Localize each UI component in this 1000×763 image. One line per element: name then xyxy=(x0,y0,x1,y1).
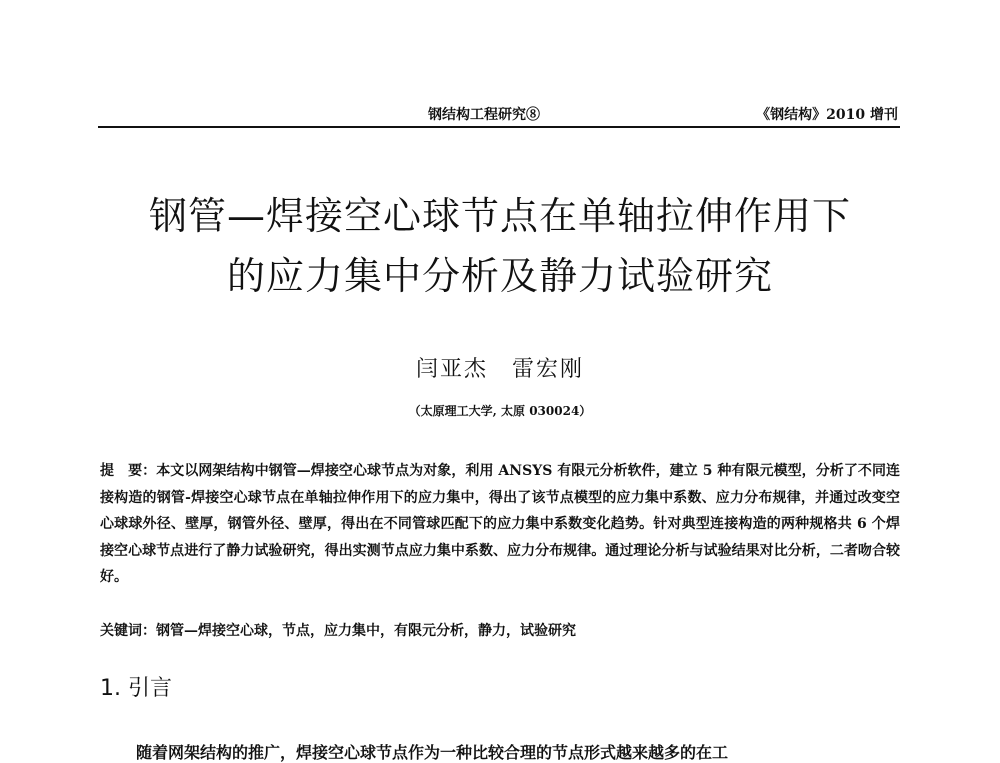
header-rule xyxy=(98,126,900,128)
abstract-text: 本文以网架结构中钢管—焊接空心球节点为对象，利用 ANSYS 有限元分析软件，建立 5 种有限元模型，分析了不同连接构造的钢管-焊接空心球节点在单轴拉伸作用下的应力集中，得出了该节点模型的应力集中系数、应力分布规律，并通过改变空心球球外径、壁厚，钢管外径、壁厚，得出在不同管球匹配下的应力集中系数变化趋势。针对典型连接构造的两种规格共 6 个焊接空心球节点进行了静力试验研究，得出实测节点应力集中系数、应力分布规律。通过理论分析与试验结果对比分析，二者吻合较好。 xyxy=(100,463,901,585)
abstract xyxy=(100,458,900,591)
running-header xyxy=(98,100,898,124)
authors: 闫亚杰 雷宏刚 xyxy=(415,357,584,382)
paper-title-line-1: 钢管—焊接空心球节点在单轴拉伸作用下 xyxy=(148,194,851,238)
affiliation: （太原理工大学, 太原 030024） xyxy=(408,404,592,418)
paper-title xyxy=(0,186,1000,306)
abstract-label: 提 要： xyxy=(100,463,157,479)
keywords xyxy=(100,618,900,644)
paper-title-line-2: 的应力集中分析及静力试验研究 xyxy=(226,254,773,298)
body-paragraph-first-line: 随着网架结构的推广，焊接空心球节点作为一种比较合理的节点形式越来越多的在工 xyxy=(136,743,729,762)
keywords-label: 关键词： xyxy=(100,623,156,639)
journal-series-label: 钢结构工程研究⑧ xyxy=(428,107,540,123)
section-heading-introduction: 1. 引言 xyxy=(100,676,172,701)
keywords-text: 钢管—焊接空心球，节点，应力集中，有限元分析，静力，试验研究 xyxy=(156,623,576,639)
journal-issue-label: 《钢结构》2010 增刊 xyxy=(756,107,898,123)
